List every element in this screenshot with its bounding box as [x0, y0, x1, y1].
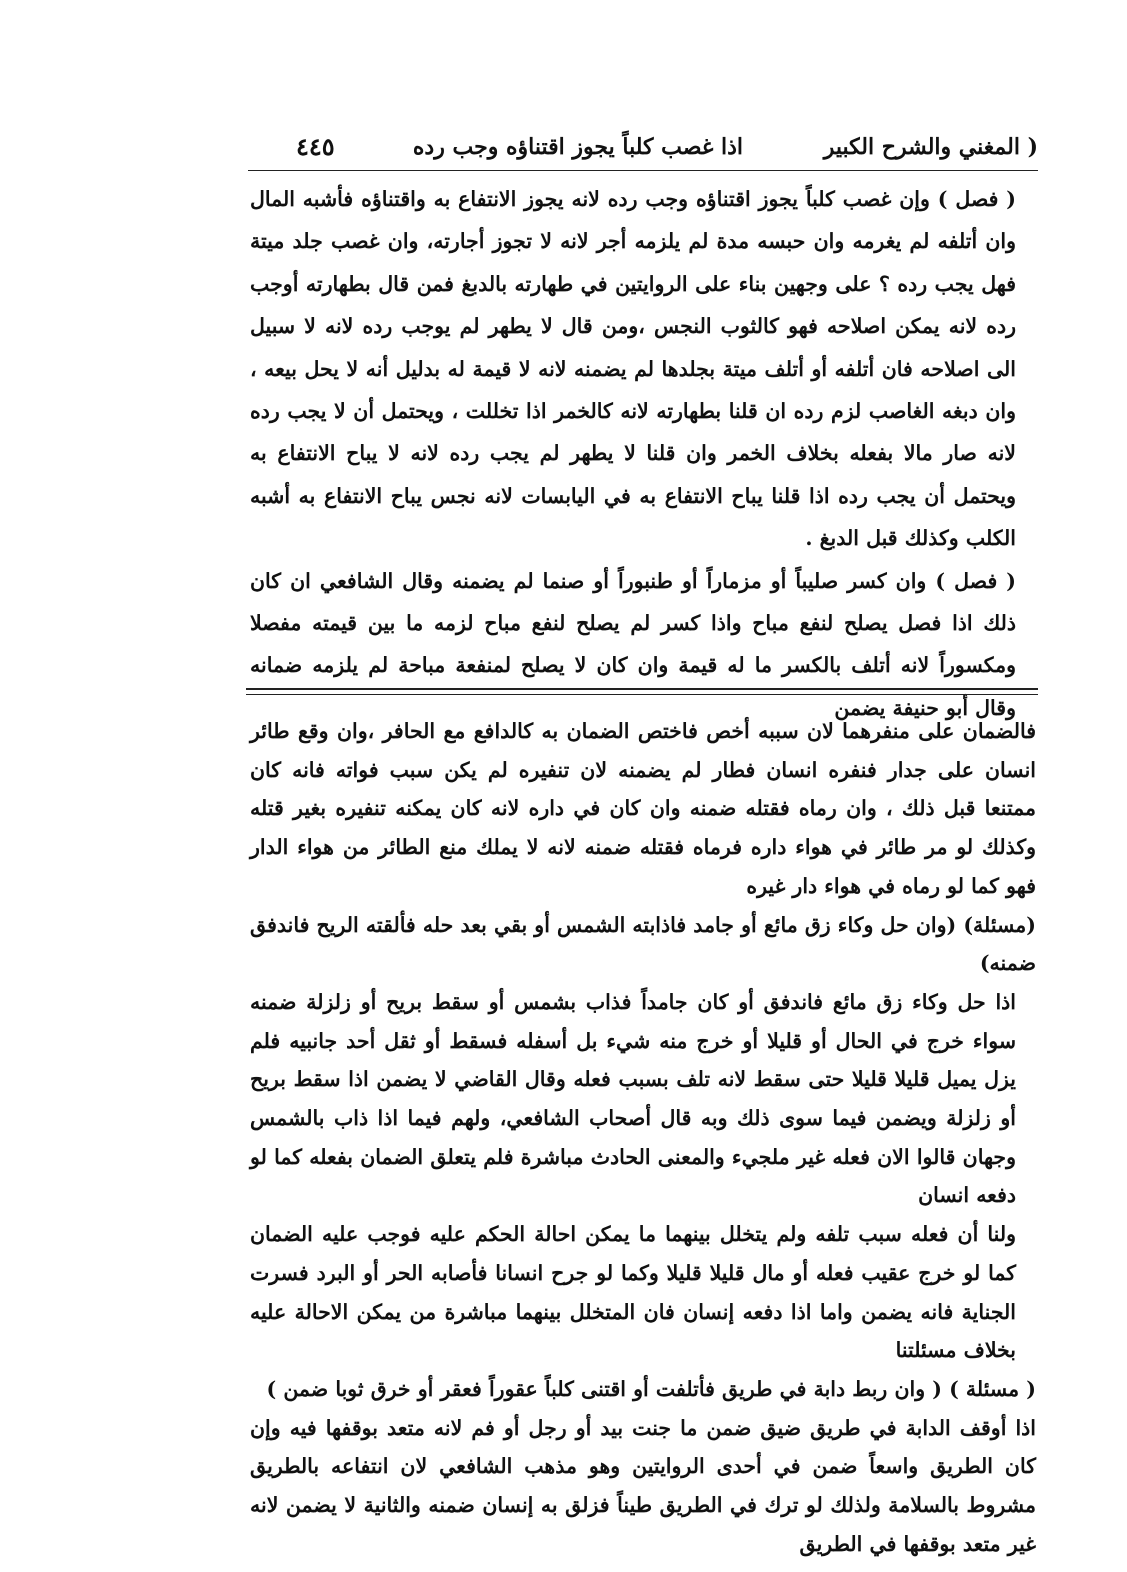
header-rule	[248, 170, 1038, 171]
masala-1	[250, 906, 1036, 983]
section-divider-bottom	[246, 694, 1038, 695]
masala-2-label: ( مسئلة )	[949, 1376, 1036, 1401]
sharh-paragraph-2: ( فصل ) وان كسر صليباً أو مزماراً أو طنبوراً أو صنما لم يضمنه وقال الشافعي ان كان ذلك اذا فصل يصلح لنفع مباح واذا كسر لم يصلح لنفع مباح لزمه ما بين قيمته مفصلا ومكسوراً لانه أتلف بالكسر ما له قيمة وان كان لا يصلح لمنفعة مباحة لم يلزمه ضمانه وقال أبو حنيفة يضمن	[250, 568, 1016, 720]
page-number: ٤٤٥	[296, 132, 335, 161]
masala-2-text: ( وان ربط دابة في طريق فأتلفت أو اقتنى كلباً عقوراً فعقر أو خرق ثوبا ضمن )	[266, 1376, 942, 1401]
sharh-paragraph-1: ( فصل ) وإن غصب كلباً يجوز اقتناؤه وجب رده لانه يجوز الانتفاع به واقتناؤه فأشبه المال وان أتلفه لم يغرمه وان حبسه مدة لم يلزمه أجر لانه لا تجوز أجارته، وان غصب جلد ميتة فهل يجب رده ؟ على وجهين بناء على الروايتين في طهارته بالدبغ فمن قال بطهارته أوجب رده لانه يمكن اصلاحه فهو كالثوب النجس ،ومن قال لا يطهر لم يوجب رده لانه لا سبيل الى اصلاحه فان أتلفه أو أتلف ميتة بجلدها لم يضمنه لانه لا قيمة له بدليل أنه لا يحل بيعه ، وان دبغه الغاصب لزم رده ان قلنا بطهارته لانه كالخمر اذا تخللت ، ويحتمل أن لا يجب رده لانه صار مالا بفعله بخلاف الخمر وان قلنا لا يطهر لم يجب رده لانه لا يباح الانتفاع به ويحتمل أن يجب رده اذا قلنا يباح الانتفاع به في اليابسات لانه نجس يباح الانتفاع به أشبه الكلب وكذلك قبل الدبغ .	[250, 187, 1016, 551]
matn-paragraph-3: ولنا أن فعله سبب تلفه ولم يتخلل بينهما ما يمكن احالة الحكم عليه فوجب عليه الضمان كما لو خرج عقيب فعله أو مال قليلا قليلا وكما لو جرح انسانا فأصابه الحر أو البرد فسرت الجناية فانه يضمن واما اذا دفعه إنسان فان المتخلل بينهما مباشرة من يمكن الاحالة عليه بخلاف مسئلتنا	[250, 1222, 1016, 1363]
section-divider-top	[246, 688, 1038, 690]
masala-1-label: (مسئلة)	[963, 912, 1036, 937]
matn-paragraph-4: اذا أوقف الدابة في طريق ضيق ضمن ما جنت بيد أو رجل أو فم لانه متعد بوقفها فيه وإن كان الطريق واسعاً ضمن في أحدى الروايتين وهو مذهب الشافعي لان انتفاعه بالطريق مشروط بالسلامة ولذلك لو ترك في الطريق طيناً فزلق به إنسان ضمنه والثانية لا يضمن لانه غير متعد بوقفها في الطريق	[250, 1415, 1036, 1556]
matn-section	[250, 712, 1036, 1563]
chapter-title: اذا غصب كلباً يجوز اقتناؤه وجب رده	[412, 134, 743, 160]
masala-2	[250, 1370, 1036, 1409]
matn-paragraph-1: فالضمان على منفرهما لان سببه أخص فاختص الضمان به كالدافع مع الحافر ،وان وقع طائر انسان على جدار فنفره انسان فطار لم يضمنه لان تنفيره لم يكن سبب فواته فانه كان ممتنعا قبل ذلك ، وان رماه فقتله ضمنه وان كان في داره لانه كان يمكنه تنفيره بغير قتله وكذلك لو مر طائر في هواء داره فرماه فقتله ضمنه لانه لا يملك منع الطائر من هواء الدار فهو كما لو رماه في هواء دار غيره	[250, 719, 1036, 898]
matn-paragraph-2: اذا حل وكاء زق مائع فاندفق أو كان جامداً فذاب بشمس أو سقط بريح أو زلزلة ضمنه سواء خرج في الحال أو قليلا أو خرج منه شيء بل أسفله فسقط أو ثقل أحد جانبيه فلم يزل يميل قليلا قليلا حتى سقط لانه تلف بسبب فعله وقال القاضي لا يضمن اذا سقط بريح أو زلزلة ويضمن فيما سوى ذلك وبه قال أصحاب الشافعي، ولهم فيما اذا ذاب بالشمس وجهان قالوا الان فعله غير ملجيء والمعنى الحادث مباشرة فلم يتعلق الضمان بفعله كما لو دفعه انسان	[250, 989, 1016, 1208]
masala-1-text: (وان حل وكاء زق مائع أو جامد فاذابته الشمس أو بقي بعد حله فألقته الريح فاندفق ضمنه)	[250, 912, 1036, 976]
sharh-section	[250, 178, 1036, 729]
book-title: ( المغني والشرح الكبير	[823, 134, 1038, 160]
page-header	[248, 128, 1038, 168]
